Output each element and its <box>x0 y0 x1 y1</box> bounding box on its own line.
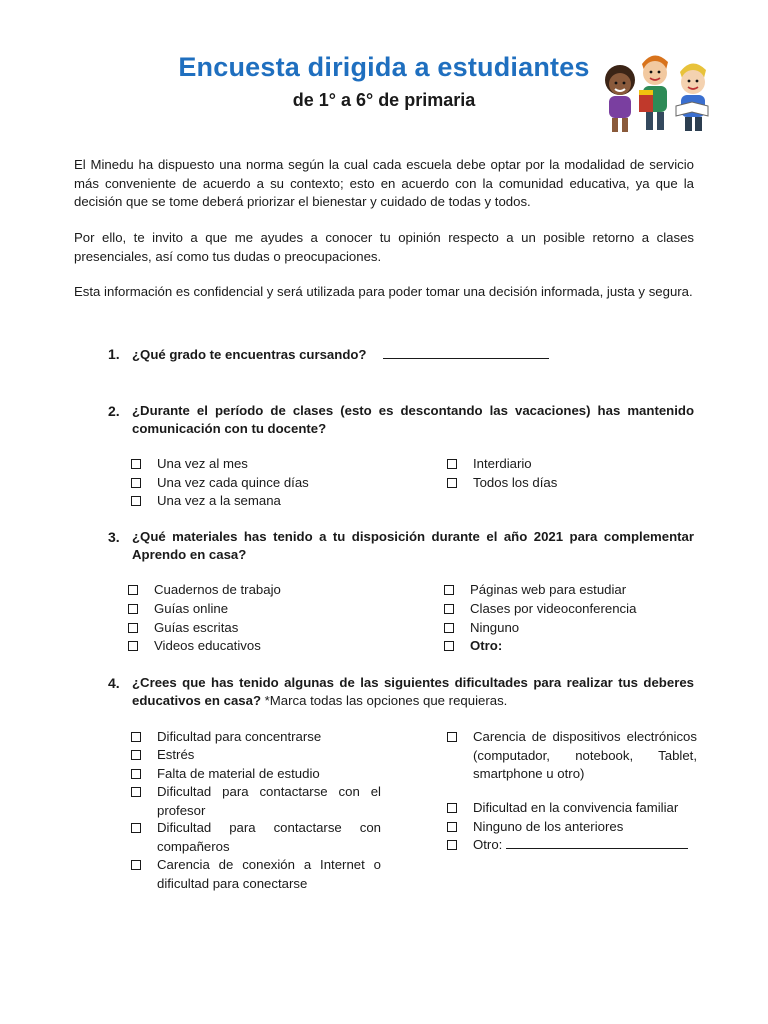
intro-paragraph-1: El Minedu ha dispuesto una norma según la cual cada escuela debe optar por la modalidad de servicio más conveniente de acuerdo a su contexto; esto en acuerdo con la comunidad educativa, ya que la decisión que se tome deberá priorizar el bienestar y cuidado de todas y todos. <box>74 157 694 209</box>
checkbox-icon[interactable] <box>131 750 141 760</box>
checkbox-icon[interactable] <box>131 860 141 870</box>
question-number: 1. <box>108 346 120 362</box>
checkbox-icon[interactable] <box>447 803 457 813</box>
checkbox-icon[interactable] <box>131 787 141 797</box>
page-title: Encuesta dirigida a estudiantes <box>178 52 590 82</box>
checkbox-icon[interactable] <box>131 732 141 742</box>
checkbox-icon[interactable] <box>447 459 457 469</box>
students-illustration-icon <box>596 44 720 136</box>
checkbox-icon[interactable] <box>131 496 141 506</box>
checkbox-icon[interactable] <box>447 840 457 850</box>
checkbox-icon[interactable] <box>444 604 454 614</box>
checkbox-icon[interactable] <box>131 823 141 833</box>
checkbox-icon[interactable] <box>444 623 454 633</box>
checkbox-icon[interactable] <box>128 604 138 614</box>
intro-paragraph-3: Esta información es confidencial y será utilizada para poder tomar una decisión informada, justa y segura. <box>74 284 693 299</box>
checkbox-icon[interactable] <box>447 478 457 488</box>
other-answer-line[interactable] <box>506 836 688 849</box>
question-number: 3. <box>108 529 120 545</box>
checkbox-icon[interactable] <box>128 623 138 633</box>
question-text: ¿Qué materiales has tenido a tu disposición durante el año 2021 para complementar Aprendo en casa? <box>132 529 694 562</box>
survey-page: Encuesta dirigida a estudiantes de 1° a 6° de primaria El Minedu ha dispuesto una norma según la cual cada escuela debe optar por la modalidad de servicio más conveniente de acuerdo a su contexto; esto en acuerdo con la comunidad educativa, ya que la decisión que se tome deberá priorizar el bienestar y cuidado de todas y todos. Por ello, te invito a que me ayudes a conocer tu opinión respecto a un posible retorno a clases presenciales, así como tus dudas o preocupaciones. Esta información es confidencial y será utilizada para poder tomar una decisión informada, justa y segura. 1. ¿Qué grado te encuentras cursando? 2. ¿Durante el período de clases (esto es descontando las vacaciones) has mantenido comunicación con tu docente? Una vez al mes Una vez cada quince días Una vez a la semana Interdiario Todos los días 3. ¿Qué materiales has tenido a tu disposición durante el año 2021 para complementar Aprendo en casa? Cuadernos de trabajo Guías online Guías escritas Videos educativos Páginas web para estudiar Clases por videoconferencia Ninguno Otro: 4. ¿Crees que has tenido algunas de las siguientes dificultades para realizar tus deberes educativos en casa? *Marca todas las opciones que requieras. Dificultad para concentrarse Estrés Falta de material de estudio Dificultad para contactarse con el profesor Dificultad para contactarse con compañeros Carencia de conexión a Internet o dificultad para conectarse Carencia de dispositivos electrónicos (computador, notebook, Tablet, smartphone u otro) Dificultad en la convivencia familiar Ninguno de los anteriores Otro: <box>0 0 768 1024</box>
checkbox-icon[interactable] <box>131 459 141 469</box>
intro-paragraph-2: Por ello, te invito a que me ayudes a conocer tu opinión respecto a un posible retorno a clases presenciales, así como tus dudas o preocupaciones. <box>74 230 694 264</box>
question-text: ¿Crees que has tenido algunas de las siguientes dificultades para realizar tus deberes educativos en casa? <box>132 675 694 708</box>
checkbox-icon[interactable] <box>128 585 138 595</box>
question-number: 4. <box>108 675 120 691</box>
checkbox-icon[interactable] <box>447 732 457 742</box>
checkbox-icon[interactable] <box>128 641 138 651</box>
question-instruction: *Marca todas las opciones que requieras. <box>261 693 508 708</box>
question-number: 2. <box>108 403 120 419</box>
question-text: ¿Durante el período de clases (esto es descontando las vacaciones) has mantenido comunicación con tu docente? <box>132 403 694 436</box>
checkbox-icon[interactable] <box>131 769 141 779</box>
question-text: ¿Qué grado te encuentras cursando? <box>132 347 367 362</box>
checkbox-icon[interactable] <box>131 478 141 488</box>
checkbox-icon[interactable] <box>447 822 457 832</box>
grade-answer-line[interactable] <box>383 345 549 359</box>
checkbox-icon[interactable] <box>444 585 454 595</box>
page-subtitle: de 1° a 6° de primaria <box>292 90 476 110</box>
checkbox-icon[interactable] <box>444 641 454 651</box>
